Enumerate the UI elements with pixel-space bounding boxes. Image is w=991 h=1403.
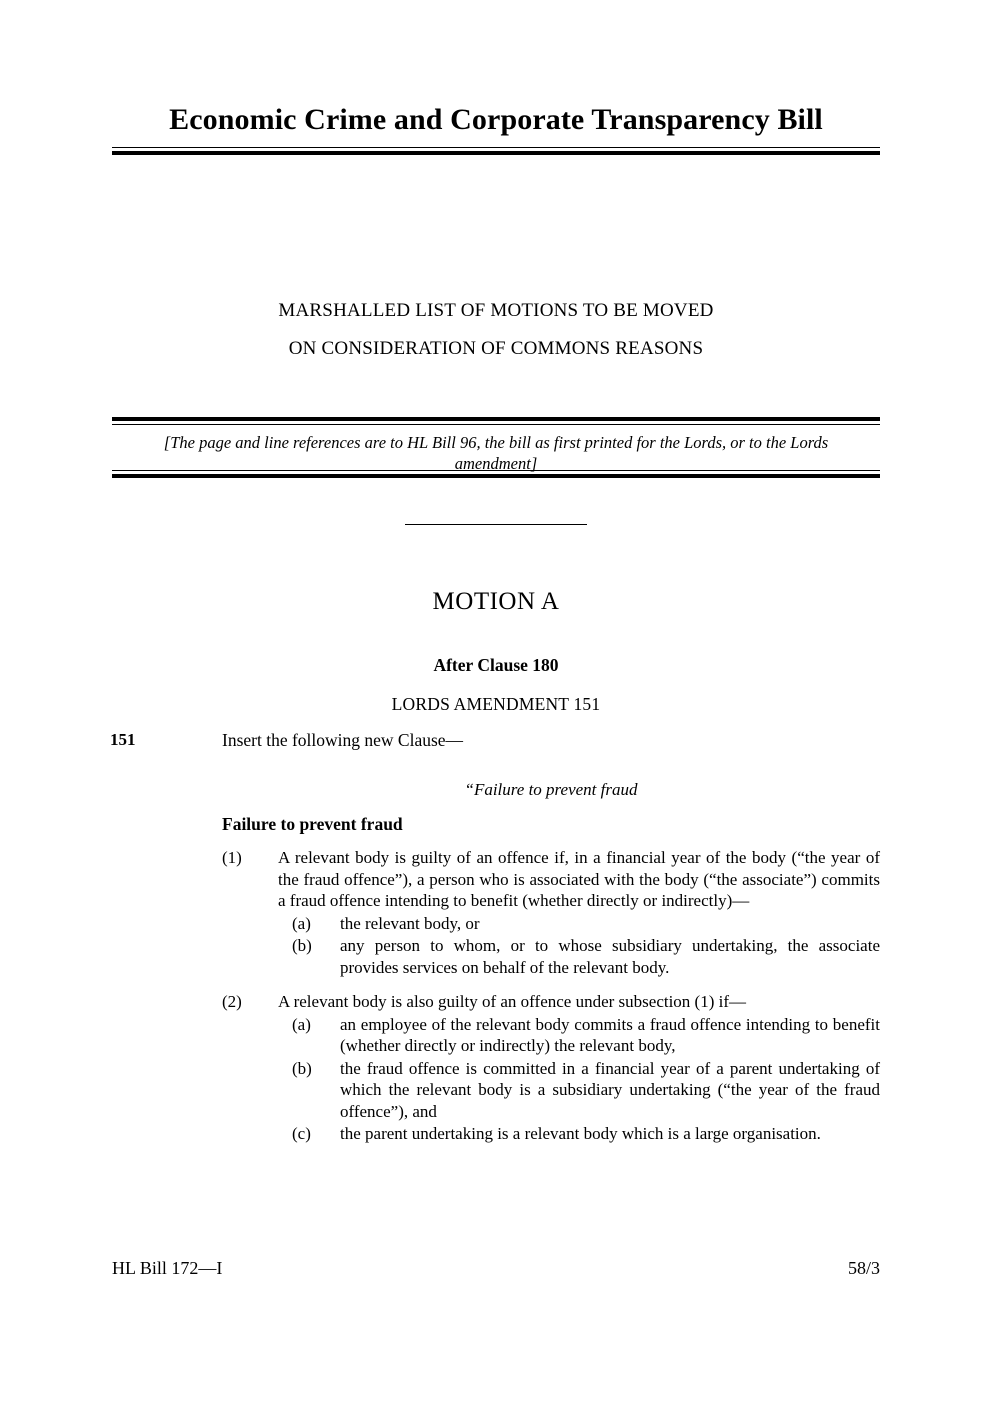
subitem [278, 1058, 880, 1123]
subitem-text: the parent undertaking is a relevant body which is a large organisation. [340, 1124, 821, 1143]
subitem-text: an employee of the relevant body commits a fraud offence intending to benefit (whether directly or indirectly) the relevant body, [340, 1014, 880, 1055]
motion-heading: MOTION A [432, 588, 560, 615]
subsection-text: A relevant body is also guilty of an offence under subsection (1) if— [278, 992, 747, 1011]
subitem [278, 1123, 880, 1145]
page-title: Economic Crime and Corporate Transparency Bill [169, 103, 823, 136]
amendment-number: 151 [110, 730, 136, 749]
subitem-marker: (a) [292, 1014, 311, 1034]
divider-line-thick [112, 151, 880, 155]
subtitle-line-1: MARSHALLED LIST OF MOTIONS TO BE MOVED [278, 300, 714, 321]
section-separator-rule [405, 524, 587, 525]
subitem-text: the fraud offence is committed in a financial year of a parent undertaking of which the relevant body is a subsidiary undertaking (“the year of the fraud offence”), and [340, 1058, 880, 1121]
subsection-marker: (1) [222, 848, 242, 867]
divider-line-thick [112, 474, 880, 478]
subitem [278, 1014, 880, 1057]
divider-line-thin [112, 424, 880, 425]
subitem-marker: (c) [292, 1124, 311, 1143]
subtitle-line-2: ON CONSIDERATION OF COMMONS REASONS [288, 338, 704, 359]
subsection-text: A relevant body is guilty of an offence if, in a financial year of the body (“the year of the fraud offence”), a person who is associated with the body (“the associate”) commits a fraud offence intending to benefit (whether directly or indirectly)— [278, 848, 880, 910]
lords-amendment-heading: LORDS AMENDMENT 151 [391, 694, 601, 714]
subitem [278, 913, 880, 935]
amendment-instruction-text: Insert the following new Clause— [222, 730, 464, 750]
subitem-marker: (a) [292, 913, 311, 933]
title-divider [112, 147, 880, 155]
subitem [278, 935, 880, 978]
subitem-list [278, 1014, 880, 1145]
subitem-text: the relevant body, or [340, 913, 480, 933]
subitem-marker: (b) [292, 936, 312, 955]
subsection [222, 991, 880, 1145]
document-subtitle [112, 292, 880, 368]
subitem-list [278, 913, 880, 979]
quoted-clause-title: “Failure to prevent fraud [464, 780, 638, 799]
note-divider-top [112, 417, 880, 425]
after-clause-heading: After Clause 180 [433, 655, 559, 675]
note-divider-bottom [112, 470, 880, 478]
subitem-marker: (b) [292, 1058, 312, 1078]
reference-note: [The page and line references are to HL Bill 96, the bill as first printed for the Lords, or to the Lords amendment] [163, 433, 829, 473]
page-reference: 58/3 [847, 1258, 880, 1278]
subsection-marker: (2) [222, 992, 242, 1011]
clause-body [222, 847, 880, 1158]
clause-heading: Failure to prevent fraud [222, 814, 403, 834]
bill-reference: HL Bill 172—I [112, 1258, 223, 1278]
subitem-text: any person to whom, or to whose subsidiary undertaking, the associate provides services on behalf of the relevant body. [340, 936, 880, 977]
subsection [222, 847, 880, 978]
